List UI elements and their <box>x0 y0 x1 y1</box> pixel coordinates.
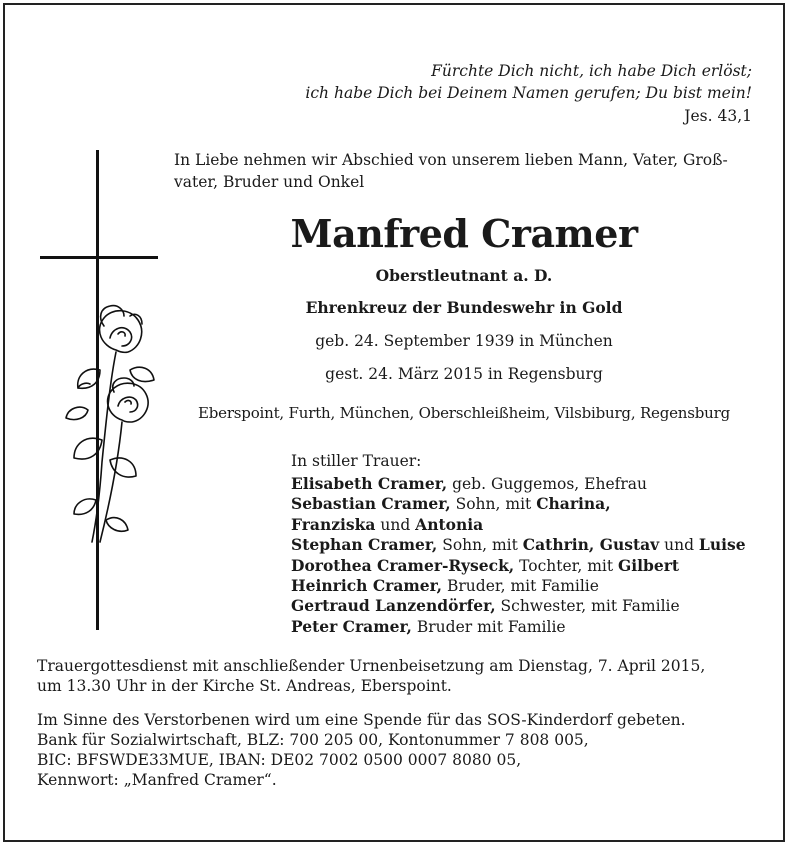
mourner-relation: Sohn, mit <box>450 495 537 514</box>
mourners-label: In stiller Trauer: <box>291 452 422 470</box>
cross-horizontal-bar <box>40 256 158 259</box>
mourner-relation: Schwester, mit Familie <box>495 597 680 616</box>
mourner-relation: Sohn, mit <box>437 536 523 555</box>
mourner-relation: und <box>375 515 416 534</box>
mourner-name: Charina, <box>536 494 611 514</box>
donation-line-2: Bank für Sozialwirtschaft, BLZ: 700 205 00, Kontonummer 7 808 005, <box>37 731 589 749</box>
mourner-row <box>291 535 761 555</box>
mourner-relation: Bruder mit Familie <box>411 617 566 636</box>
mourner-name: Antonia <box>415 514 484 534</box>
service-line-2: um 13.30 Uhr in der Kirche St. Andreas, Eberspoint. <box>37 677 452 695</box>
mourner-name: Elisabeth Cramer, <box>291 474 448 493</box>
death-date: gest. 24. März 2015 in Regensburg <box>325 365 603 383</box>
mourner-relation: geb. Guggemos, Ehefrau <box>447 475 647 493</box>
deceased-name: Manfred Cramer <box>290 211 638 256</box>
verse-line-1: Fürchte Dich nicht, ich habe Dich erlöst; <box>431 62 752 80</box>
roses-icon <box>66 306 154 542</box>
intro-text <box>174 149 754 193</box>
mourner-name: Heinrich Cramer, <box>291 576 443 596</box>
mourner-relation: und <box>659 536 699 555</box>
birth-date: geb. 24. September 1939 in München <box>315 332 613 350</box>
mourner-row <box>291 576 761 596</box>
mourners-list <box>291 474 761 637</box>
mourner-row <box>291 617 761 637</box>
service-info <box>37 656 757 696</box>
mourner-row <box>291 556 761 576</box>
verse-reference: Jes. 43,1 <box>684 107 752 125</box>
mourner-row <box>291 474 761 494</box>
donation-line-3: BIC: BFSWDE33MUE, IBAN: DE02 7002 0500 0007 8080 05, <box>37 751 522 769</box>
donation-line-4: Kennwort: „Manfred Cramer“. <box>37 771 277 789</box>
mourner-name: Franziska <box>291 514 376 534</box>
mourner-name: Gilbert <box>618 555 680 575</box>
donation-info <box>37 710 757 790</box>
mourner-row <box>291 494 761 514</box>
service-line-1: Trauergottesdienst mit anschließender Urnenbeisetzung am Dienstag, 7. April 2015, <box>37 657 706 675</box>
mourner-row <box>291 596 761 616</box>
mourner-name: Gertraud Lanzendörfer, <box>291 596 496 616</box>
deceased-honor: Ehrenkreuz der Bundeswehr in Gold <box>305 298 623 317</box>
mourner-row <box>291 515 761 535</box>
mourner-name: Stephan Cramer, <box>291 535 438 555</box>
mourner-name: Peter Cramer, <box>291 616 412 636</box>
places-list: Eberspoint, Furth, München, Oberschleißheim, Vilsbiburg, Regensburg <box>198 404 730 422</box>
intro-line-2: vater, Bruder und Onkel <box>174 173 365 191</box>
mourner-name: Cathrin, Gustav <box>522 535 660 555</box>
cross-vertical-bar <box>96 150 99 630</box>
mourner-name: Dorothea Cramer-Ryseck, <box>291 555 515 575</box>
mourner-name: Luise <box>698 535 746 555</box>
intro-line-1: In Liebe nehmen wir Abschied von unserem lieben Mann, Vater, Groß- <box>174 151 728 169</box>
bible-verse <box>180 60 752 104</box>
donation-line-1: Im Sinne des Verstorbenen wird um eine Spende für das SOS-Kinderdorf gebeten. <box>37 711 686 729</box>
deceased-rank: Oberstleutnant a. D. <box>375 266 553 285</box>
cross-icon <box>30 140 165 640</box>
mourner-relation: Bruder, mit Familie <box>442 577 599 596</box>
verse-line-2: ich habe Dich bei Deinem Namen gerufen; Du bist mein! <box>305 84 752 102</box>
mourner-name: Sebastian Cramer, <box>291 494 451 514</box>
mourner-relation: Tochter, mit <box>514 556 619 575</box>
